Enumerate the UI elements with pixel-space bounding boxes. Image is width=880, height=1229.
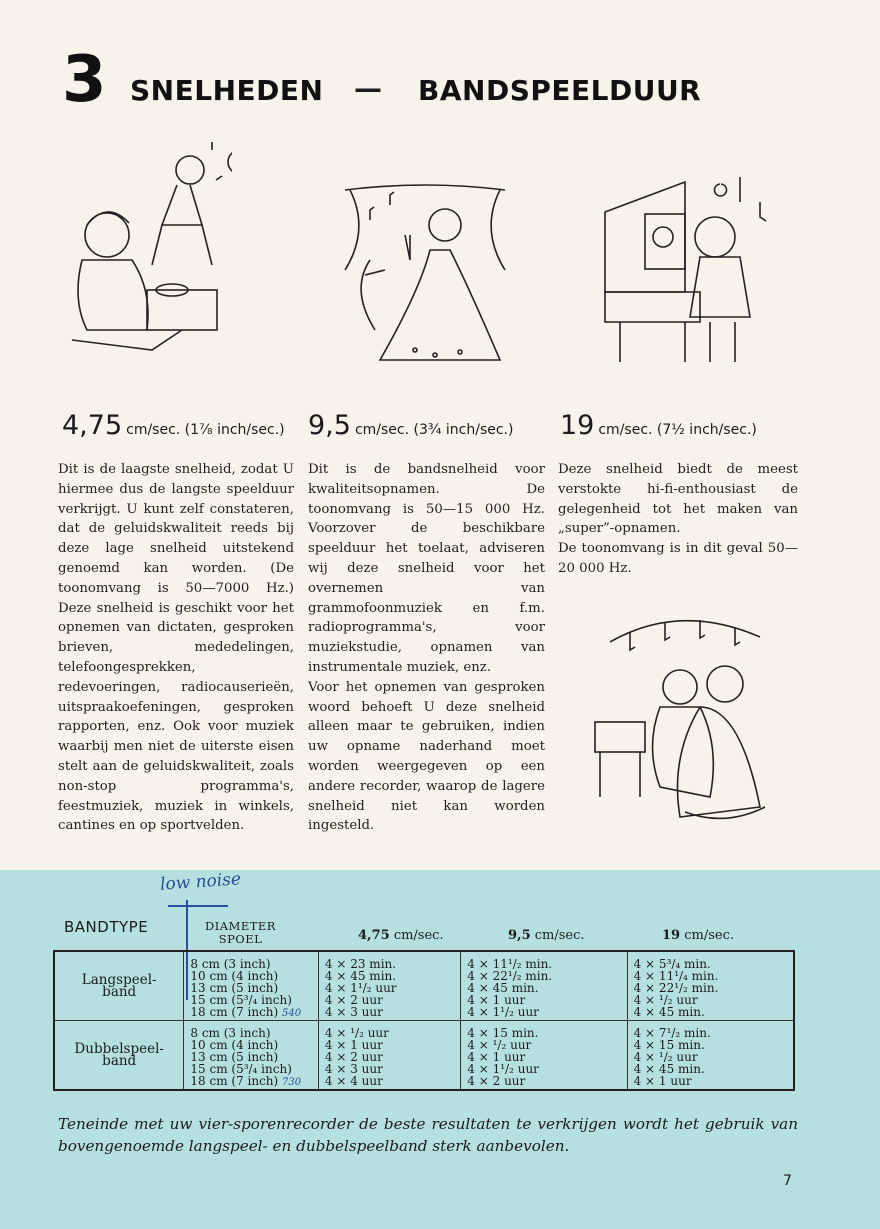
col-header-num: 4,75 <box>358 928 390 943</box>
title-snelheden: SNELHEDEN <box>130 74 324 107</box>
duration-value: 4 × 1¹/₂ uur <box>467 1005 539 1019</box>
speed-value: 9,5 <box>308 410 351 441</box>
duration-value: 4 × 22¹/₂ min. <box>467 969 553 983</box>
page-header <box>62 43 842 118</box>
duration-value: 4 × 1¹/₂ uur <box>467 1062 539 1076</box>
duration-value: 4 × 2 uur <box>324 993 383 1007</box>
paragraph: De toonomvang is in dit geval 50—20 000 Hz. <box>558 541 798 576</box>
paragraph: Dit is de bandsnelheid voor kwaliteitsopnamen. De toonomvang is 50—15 000 Hz. Voorzover de beschikbare speelduur het toelaat, adviseren wij deze snelheid voor het overnemen van grammofoonmuziek en f.m. radioprogramma's, voor muziekstudie, opnamen van instrumentale muziek, enz. <box>308 462 545 675</box>
speed-heading-19 <box>560 410 757 441</box>
speed-unit: cm/sec. (1⅞ inch/sec.) <box>126 422 285 438</box>
duration-value: 4 × 4 uur <box>324 1074 383 1088</box>
section-number: 3 <box>62 43 107 117</box>
diameter-value: 15 cm (5³/₄ inch) <box>190 1062 292 1076</box>
duration-value: 4 × 1 uur <box>467 1050 526 1064</box>
bandspeelduur-table <box>53 950 795 1091</box>
text-column-3 <box>558 460 798 579</box>
diameter-value <box>190 1075 312 1087</box>
title-dash: — <box>354 72 382 105</box>
duration-value: 4 × ¹/₂ uur <box>633 993 698 1007</box>
handwritten-note: low noise <box>159 869 242 895</box>
duration-value: 4 × ¹/₂ uur <box>633 1050 698 1064</box>
diameter-value-text: 18 cm (7 inch) <box>190 1005 279 1019</box>
col-header-speed-19 <box>662 928 734 943</box>
duration-value: 4 × 23 min. <box>324 957 397 971</box>
diameter-value: 10 cm (4 inch) <box>190 1038 279 1052</box>
col-header-speed-95 <box>508 928 585 943</box>
diameter-value: 8 cm (3 inch) <box>190 1026 271 1040</box>
duration-value: 4 × 11¹/₄ min. <box>633 969 719 983</box>
illustration-couple-listening-icon <box>590 612 770 827</box>
duration-value: 4 × 11¹/₂ min. <box>467 957 553 971</box>
col-header-unit: cm/sec. <box>534 928 585 943</box>
duration-value: 4 × 45 min. <box>467 981 539 995</box>
duration-value: 4 × ¹/₂ uur <box>324 1026 389 1040</box>
duration-value: 4 × 15 min. <box>467 1026 539 1040</box>
text-column-1 <box>58 460 294 836</box>
illustration-singer-icon <box>340 180 510 380</box>
bandtype-label-line1: Langspeel- <box>81 972 157 988</box>
table-row <box>54 1021 794 1091</box>
page-number: 7 <box>783 1173 792 1189</box>
paragraph: Deze snelheid biedt de meest verstokte hi-fi-enthousiast de gelegenheid tot het maken van „super”-opnamen. <box>558 462 798 537</box>
duration-value: 4 × 1 uur <box>633 1074 692 1088</box>
speed-unit: cm/sec. (3¾ inch/sec.) <box>354 422 514 438</box>
handwritten-mark <box>168 905 228 907</box>
duration-cell-95 <box>461 951 627 1021</box>
speed-unit: cm/sec. (7½ inch/sec.) <box>598 422 757 438</box>
footer-recommendation: Teneinde met uw vier-sporenrecorder de beste resultaten te verkrijgen wordt het gebruik van bovengenoemde langspeel- en dubbelspeelband sterk aanbevolen. <box>58 1115 798 1155</box>
duration-cell-475 <box>318 1021 460 1091</box>
duration-cell-95 <box>461 1021 627 1091</box>
bandtype-cell <box>54 951 184 1021</box>
bandtype-label-line1: Dubbelspeel- <box>74 1041 164 1057</box>
bandtype-label-line2: band <box>102 984 137 1000</box>
bandtype-label-line2: band <box>102 1053 137 1069</box>
paragraph: Voor het opnemen van gesproken woord behoeft U deze snelheid alleen maar te gebruiken, indien uw opname naderhand moet worden weergegeven op een andere recorder, waarop de lagere snelheid niet kan worden ingesteld. <box>308 679 545 834</box>
diameter-value: 13 cm (5 inch) <box>190 981 279 995</box>
duration-value: 4 × 3 uur <box>324 1062 383 1076</box>
paragraph: Dit is de laagste snelheid, zodat U hiermee dus de langste speelduur verkrijgt. U kunt zelf constateren, dat de geluidskwaliteit reeds bij deze lage snelheid uitstekend genoemd kan worden. (De toonomvang is 50—7000 Hz.) Deze snelheid is geschikt voor het opnemen van dictaten, gesproken brieven, mededelingen, telefoongesprekken, redevoeringen, radiocauserieën, uitspraakoefeningen, gesproken rapporten, enz. Ook voor muziek waarbij men niet de uiterste eisen stelt aan de geluidskwaliteit, zoals non-stop programma's, feestmuziek, muziek in winkels, cantines en op sportvelden. <box>58 462 294 834</box>
duration-value: 4 × 1 uur <box>467 993 526 1007</box>
speed-value: 19 <box>560 410 595 441</box>
diameter-value: 10 cm (4 inch) <box>190 969 279 983</box>
handwritten-number: 730 <box>282 1077 302 1088</box>
col-header-unit: cm/sec. <box>393 928 444 943</box>
table-row <box>54 951 794 1021</box>
diameter-value-text: 18 cm (7 inch) <box>190 1074 279 1088</box>
col-header-num: 9,5 <box>508 928 531 943</box>
duration-cell-19 <box>627 1021 794 1091</box>
duration-value: 4 × 5³/₄ min. <box>633 957 711 971</box>
bandtype-cell <box>54 1021 184 1091</box>
illustration-pianist-icon <box>600 172 775 377</box>
diameter-cell <box>184 1021 319 1091</box>
speed-heading-475 <box>62 410 285 441</box>
col-header-unit: cm/sec. <box>684 928 734 943</box>
speed-heading-95 <box>308 410 513 441</box>
duration-value: 4 × 15 min. <box>633 1038 705 1052</box>
col-header-diameter-line1: DIAMETER <box>205 919 276 933</box>
duration-value: 4 × 7¹/₂ min. <box>633 1026 711 1040</box>
col-header-bandtype: BANDTYPE <box>64 918 149 936</box>
duration-value: 4 × 2 uur <box>467 1074 526 1088</box>
col-header-num: 19 <box>662 928 681 943</box>
handwritten-number: 540 <box>282 1008 302 1019</box>
diameter-cell <box>184 951 319 1021</box>
duration-value: 4 × ¹/₂ uur <box>467 1038 532 1052</box>
col-header-diameter-line2: SPOEL <box>218 932 263 946</box>
speed-value: 4,75 <box>62 410 123 441</box>
duration-value: 4 × 1¹/₂ uur <box>324 981 397 995</box>
duration-value: 4 × 22¹/₂ min. <box>633 981 719 995</box>
diameter-value: 8 cm (3 inch) <box>190 957 271 971</box>
duration-value: 4 × 3 uur <box>324 1005 383 1019</box>
text-column-2 <box>308 460 545 836</box>
duration-value: 4 × 45 min. <box>633 1062 705 1076</box>
title-bandspeelduur: BANDSPEELDUUR <box>418 74 702 107</box>
duration-cell-475 <box>318 951 460 1021</box>
duration-cell-19 <box>627 951 794 1021</box>
duration-value: 4 × 1 uur <box>324 1038 383 1052</box>
diameter-value: 15 cm (5³/₄ inch) <box>190 993 292 1007</box>
diameter-value <box>190 1006 312 1018</box>
diameter-value: 13 cm (5 inch) <box>190 1050 279 1064</box>
col-header-speed-475 <box>358 928 444 943</box>
illustration-woman-recorder-icon <box>62 140 232 370</box>
col-header-diameter <box>205 920 276 946</box>
duration-value: 4 × 45 min. <box>324 969 397 983</box>
duration-value: 4 × 45 min. <box>633 1005 705 1019</box>
duration-value: 4 × 2 uur <box>324 1050 383 1064</box>
